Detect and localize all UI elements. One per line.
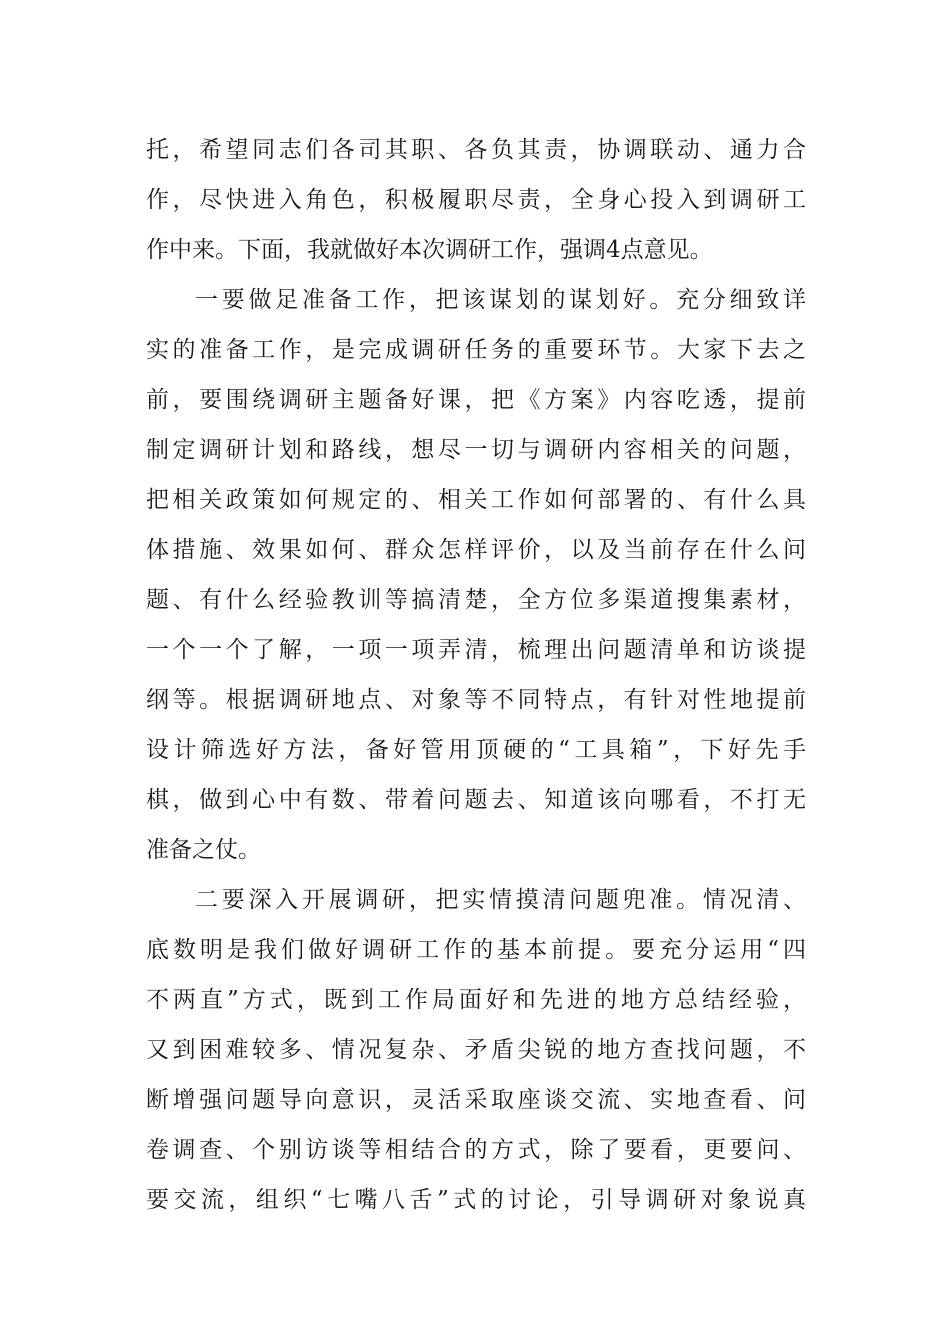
paragraph-first-line: 二要深入开展调研，把实情摸清问题兜准。情况清、	[195, 887, 806, 913]
text-line: 断增强问题导向意识，灵活采取座谈交流、实地查看、问	[146, 1087, 806, 1113]
text-line: 设计筛选好方法，备好管用顶硬的“工具箱”，下好先手	[146, 737, 806, 763]
text-line: 体措施、效果如何、群众怎样评价，以及当前存在什么问	[146, 537, 806, 563]
text-line: 制定调研计划和路线，想尽一切与调研内容相关的问题，	[146, 437, 806, 463]
text-line: 前，要围绕调研主题备好课，把《方案》内容吃透，提前	[146, 387, 806, 413]
paragraph-first-line: 一要做足准备工作，把该谋划的谋划好。充分细致详	[195, 287, 806, 313]
text-line: 托，希望同志们各司其职、各负其责，协调联动、通力合	[146, 137, 806, 163]
text-line: 棋，做到心中有数、带着问题去、知道该向哪看，不打无	[146, 787, 806, 813]
text-line: 底数明是我们做好调研工作的基本前提。要充分运用“四	[146, 937, 806, 963]
text-line: 要交流，组织“七嘴八舌”式的讨论，引导调研对象说真	[146, 1187, 806, 1213]
text-line: 一个一个了解，一项一项弄清，梳理出问题清单和访谈提	[146, 637, 806, 663]
text-line: 准备之仗。	[146, 837, 261, 863]
text-line: 题、有什么经验教训等搞清楚，全方位多渠道搜集素材，	[146, 587, 806, 613]
text-line: 作，尽快进入角色，积极履职尽责，全身心投入到调研工	[146, 187, 806, 213]
text-line: 卷调查、个别访谈等相结合的方式，除了要看，更要问、	[146, 1137, 806, 1163]
text-line: 实的准备工作，是完成调研任务的重要环节。大家下去之	[146, 337, 806, 363]
text-line: 又到困难较多、情况复杂、矛盾尖锐的地方查找问题，不	[146, 1037, 806, 1063]
text-line: 纲等。根据调研地点、对象等不同特点，有针对性地提前	[146, 687, 806, 713]
text-line: 不两直”方式，既到工作局面好和先进的地方总结经验，	[146, 987, 806, 1013]
text-line: 把相关政策如何规定的、相关工作如何部署的、有什么具	[146, 487, 806, 513]
text-line: 作中来。下面，我就做好本次调研工作，强调4点意见。	[146, 237, 713, 263]
